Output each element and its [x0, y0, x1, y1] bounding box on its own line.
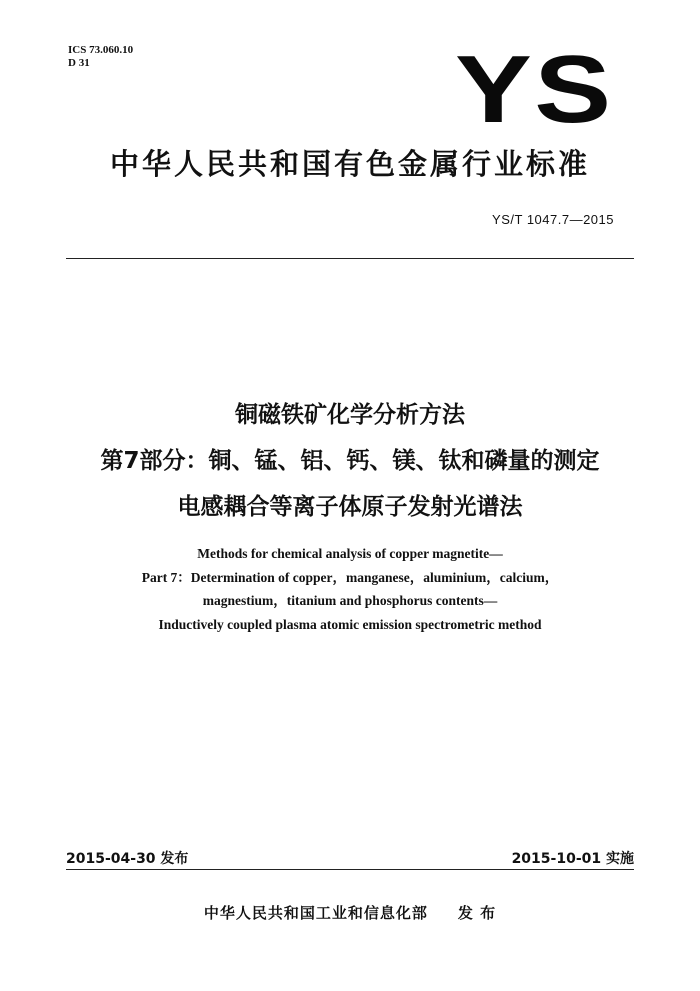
- publisher-name: 中华人民共和国工业和信息化部: [203, 904, 428, 922]
- ys-logo: YS: [455, 36, 614, 143]
- footer-divider: [66, 869, 634, 870]
- english-title: [0, 542, 700, 636]
- issue-date: 2015-04-30 发布: [66, 851, 189, 867]
- header-divider: [66, 258, 634, 259]
- english-title-line-3: magnestium，titanium and phosphorus contents—: [202, 593, 498, 608]
- chinese-title-line-3: 电感耦合等离子体原子发射光谱法: [177, 494, 523, 520]
- publisher-line: [0, 902, 700, 923]
- classification-codes: [68, 44, 133, 70]
- standard-number: YS/T 1047.7—2015: [492, 212, 614, 227]
- standard-category-title: 中华人民共和国有色金属行业标准: [109, 147, 590, 181]
- chinese-title-line-1: 铜磁铁矿化学分析方法: [235, 402, 465, 428]
- english-title-line-2: Part 7：Determination of copper，manganese，aluminium，calcium，: [141, 569, 559, 585]
- ics-code: ICS 73.060.10: [68, 44, 134, 56]
- english-title-line-4: Inductively coupled plasma atomic emission spectrometric method: [158, 616, 542, 632]
- english-title-line-1: Methods for chemical analysis of copper magnetite—: [197, 546, 503, 561]
- implementation-date: 2015-10-01 实施: [511, 851, 634, 867]
- chinese-title: [0, 392, 700, 530]
- publisher-action: 发 布: [457, 904, 497, 922]
- ccs-code: D 31: [68, 57, 90, 69]
- chinese-title-line-2: 第7部分：铜、锰、铝、钙、镁、钛和磷量的测定: [100, 448, 600, 474]
